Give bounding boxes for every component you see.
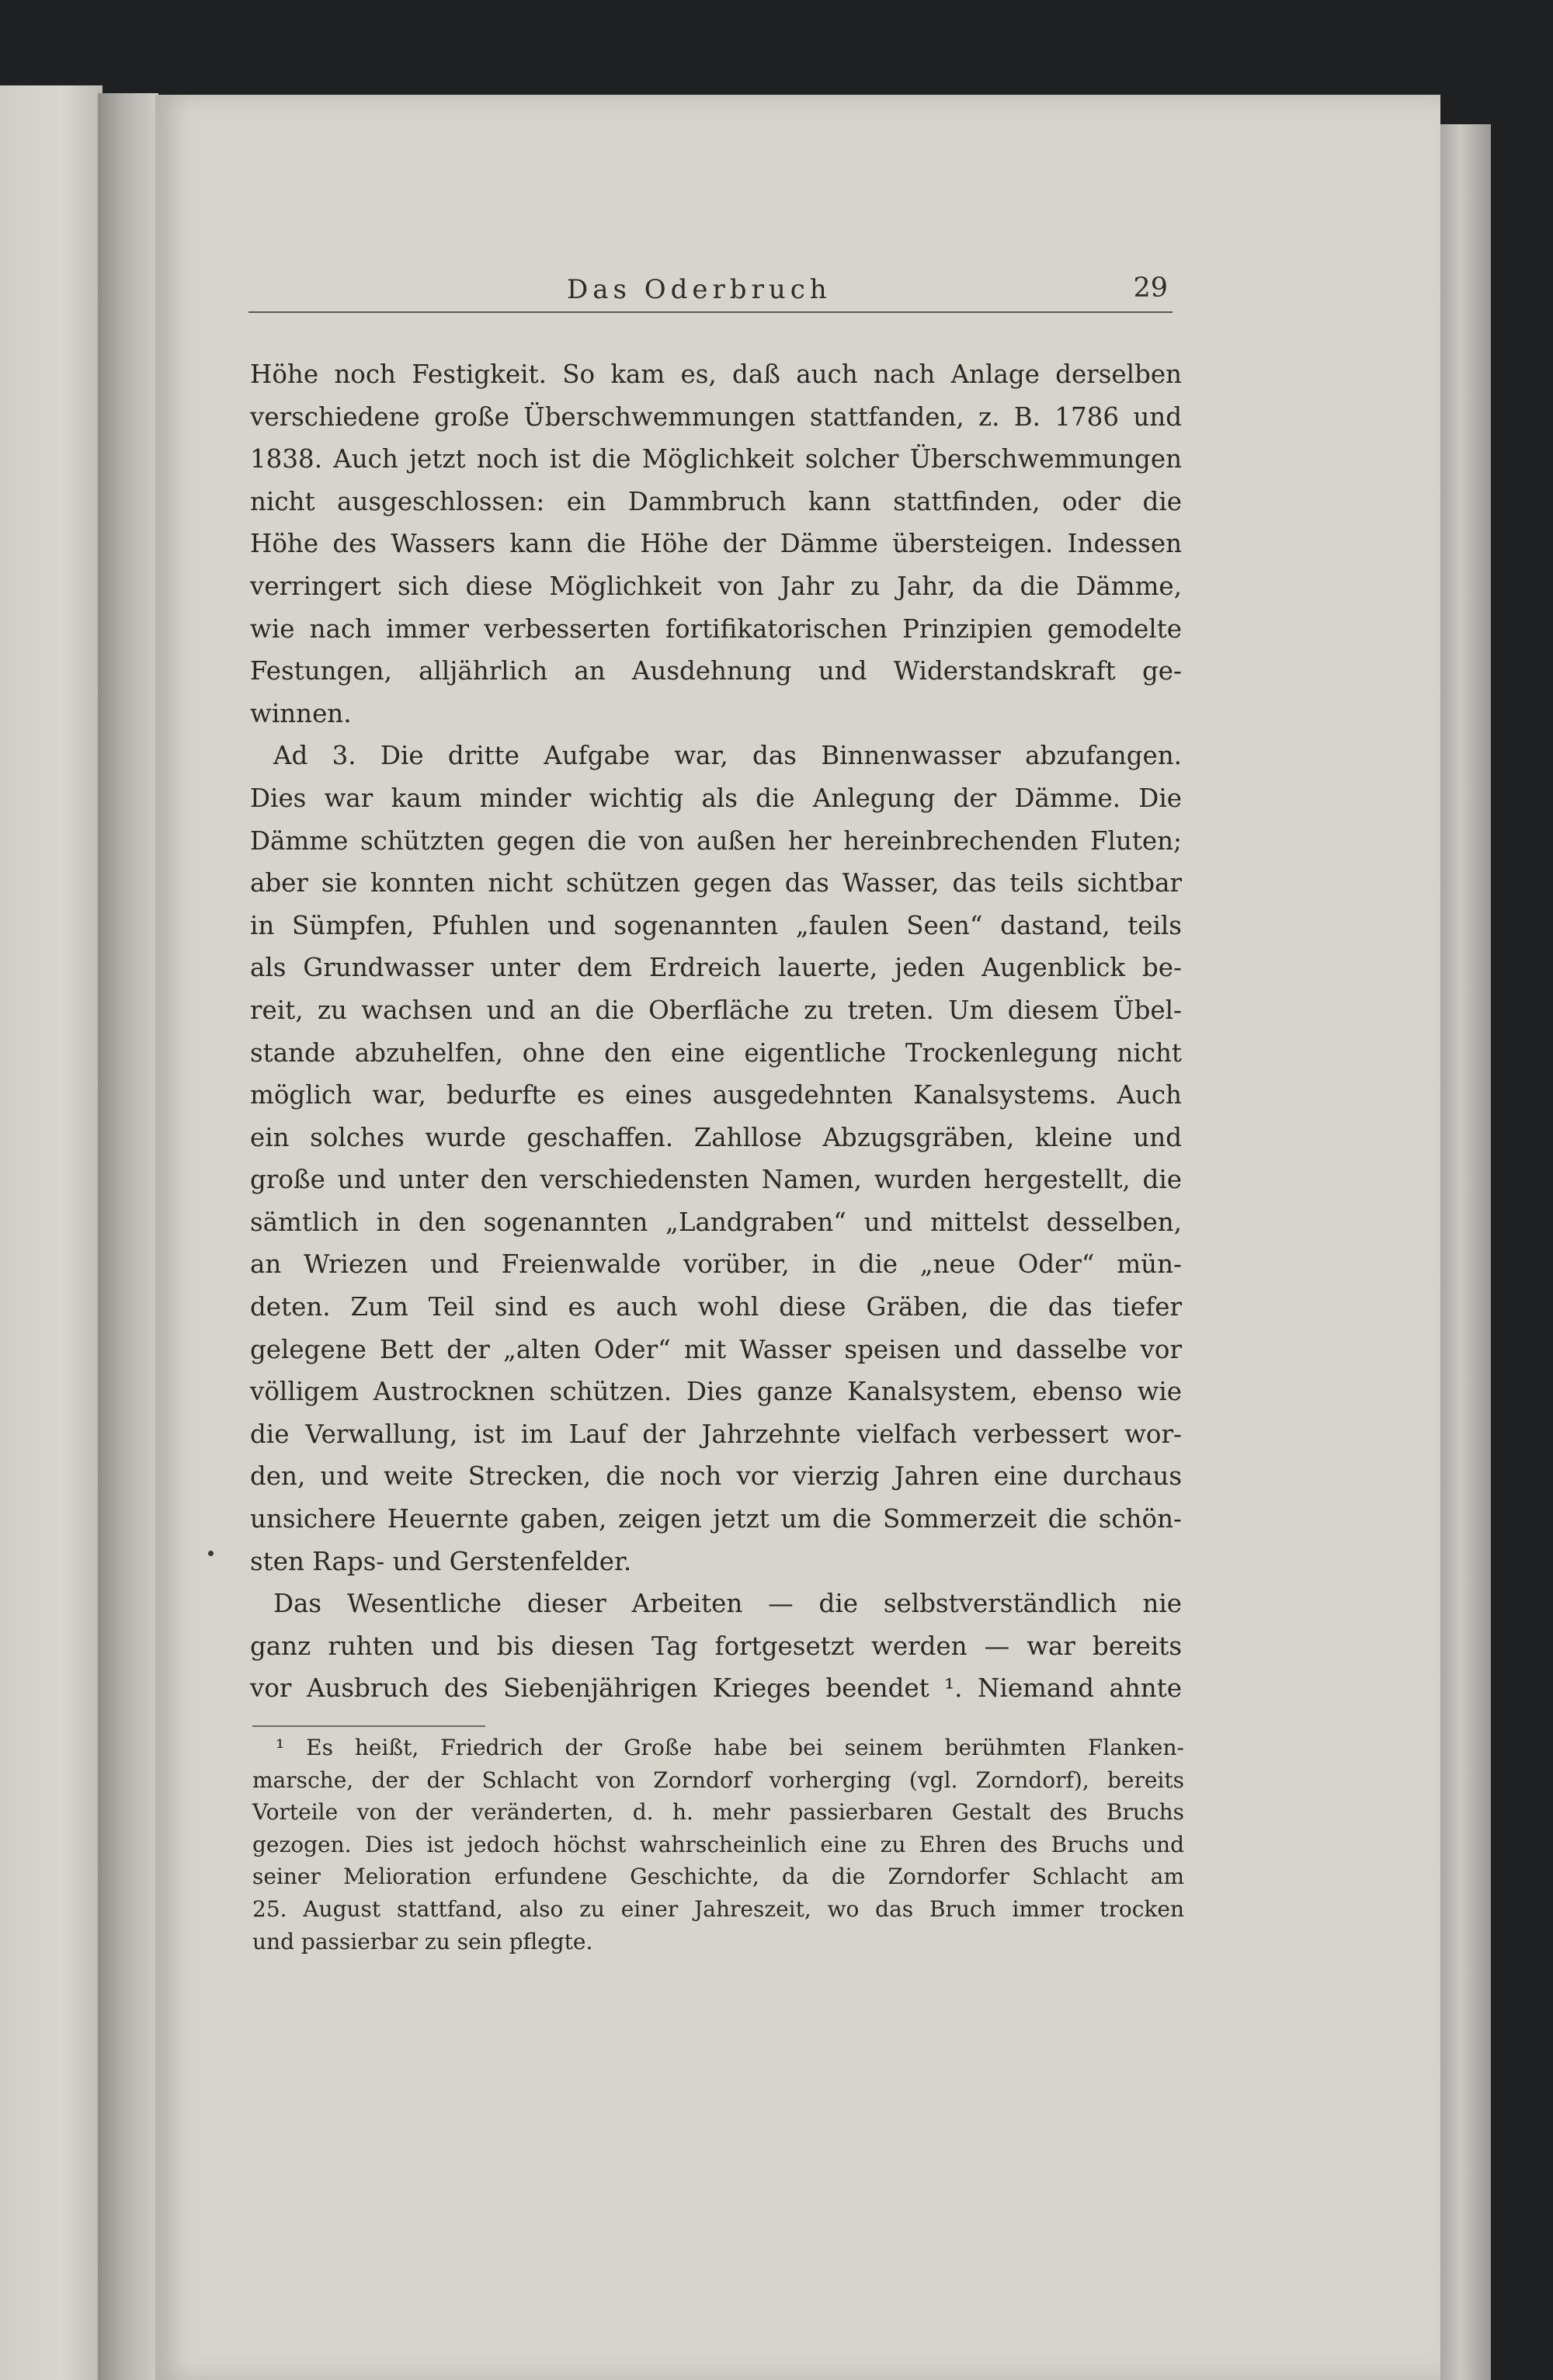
text-line: sämtlich in den sogenannten „Landgraben“ und mittelst desselben, (250, 1207, 1182, 1237)
text-line: unsichere Heuernte gaben, zeigen jetzt um die Sommerzeit die schön- (250, 1504, 1182, 1534)
text-line: große und unter den verschiedensten Namen, wurden hergestellt, die (250, 1165, 1182, 1195)
text-line: Dämme schützten gegen die von außen her hereinbrechenden Fluten; (250, 825, 1182, 856)
text-line: in Sümpfen, Pfuhlen und sogenannten „faulen Seen“ dastand, teils (250, 910, 1182, 940)
text-line: wie nach immer verbesserten fortifikatorischen Prinzipien gemodelte (250, 613, 1182, 644)
footnote-divider (252, 1725, 485, 1727)
text-line: stande abzuhelfen, ohne den eine eigentliche Trockenlegung nicht (250, 1037, 1182, 1068)
left-page-edge (0, 85, 102, 2380)
text-line: vor Ausbruch des Siebenjährigen Krieges beendet ¹. Niemand ahnte (250, 1673, 1182, 1704)
body-text (250, 353, 1182, 1710)
paper-speck (208, 1551, 214, 1556)
footnote-line: und passierbar zu sein pflegte. (252, 1928, 593, 1954)
text-line: die Verwallung, ist im Lauf der Jahrzehnte vielfach verbessert wor- (250, 1419, 1182, 1449)
text-line: Festungen, alljährlich an Ausdehnung und Widerstandskraft ge- (250, 656, 1182, 686)
text-line: Dies war kaum minder wichtig als die Anlegung der Dämme. Die (250, 783, 1182, 813)
running-header (248, 268, 1173, 313)
book-gutter (98, 93, 158, 2380)
text-line: völligem Austrocknen schützen. Dies ganze Kanalsystem, ebenso wie (250, 1377, 1182, 1407)
text-line: aber sie konnten nicht schützen gegen das Wasser, das teils sichtbar (250, 868, 1182, 898)
text-line: Höhe noch Festigkeit. So kam es, daß auch nach Anlage derselben (250, 360, 1182, 389)
footnote-line: gezogen. Dies ist jedoch höchst wahrscheinlich eine zu Ehren des Bruchs und (252, 1831, 1184, 1857)
text-line: Das Wesentliche dieser Arbeiten — die selbstverständlich nie (273, 1589, 1182, 1619)
page-number: 29 (1133, 273, 1168, 304)
footnote-line: marsche, der der Schlacht von Zorndorf vorherging (vgl. Zorndorf), bereits (252, 1767, 1184, 1793)
text-line: Höhe des Wassers kann die Höhe der Dämme übersteigen. Indessen (250, 529, 1182, 559)
footnote-line: Vorteile von der veränderten, d. h. mehr passierbaren Gestalt des Bruchs (252, 1799, 1184, 1826)
text-line: möglich war, bedurfte es eines ausgedehnten Kanalsystems. Auch (250, 1080, 1182, 1110)
text-line: ganz ruhten und bis diesen Tag fortgesetzt werden — war bereits (250, 1631, 1182, 1661)
text-line: 1838. Auch jetzt noch ist die Möglichkeit solcher Überschwemmungen (250, 444, 1182, 474)
footnote-line: 25. August stattfand, also zu einer Jahreszeit, wo das Bruch immer trocken (252, 1895, 1184, 1922)
text-line: verschiedene große Überschwemmungen stattfanden, z. B. 1786 und (250, 401, 1182, 432)
text-line: deten. Zum Teil sind es auch wohl diese Gräben, die das tiefer (250, 1292, 1182, 1322)
text-line: Ad 3. Die dritte Aufgabe war, das Binnenwasser abzufangen. (273, 741, 1182, 771)
footnotes (252, 1732, 1184, 1958)
text-line: gelegene Bett der „alten Oder“ mit Wasser speisen und dasselbe vor (250, 1334, 1182, 1364)
footnote-line: ¹ Es heißt, Friedrich der Große habe bei seinem berühmten Flanken- (276, 1735, 1184, 1760)
text-line: reit, zu wachsen und an die Oberfläche zu treten. Um diesem Übel- (250, 995, 1182, 1025)
text-line: ein solches wurde geschaffen. Zahllose Abzugsgräben, kleine und (250, 1122, 1182, 1152)
book-cover-edge (1440, 124, 1491, 2380)
text-line: den, und weite Strecken, die noch vor vierzig Jahren eine durchaus (250, 1461, 1182, 1492)
text-line: an Wriezen und Freienwalde vorüber, in die „neue Oder“ mün- (250, 1249, 1182, 1280)
text-line: als Grundwasser unter dem Erdreich lauerte, jeden Augenblick be- (250, 953, 1182, 983)
running-title: Das Oderbruch (567, 274, 832, 305)
footnote-line: seiner Melioration erfundene Geschichte, da die Zorndorfer Schlacht am (252, 1864, 1184, 1890)
text-line: winnen. (250, 698, 352, 728)
text-line: sten Raps- und Gerstenfelder. (250, 1546, 632, 1576)
text-line: nicht ausgeschlossen: ein Dammbruch kann stattfinden, oder die (250, 486, 1182, 516)
text-line: verringert sich diese Möglichkeit von Jahr zu Jahr, da die Dämme, (250, 571, 1182, 601)
